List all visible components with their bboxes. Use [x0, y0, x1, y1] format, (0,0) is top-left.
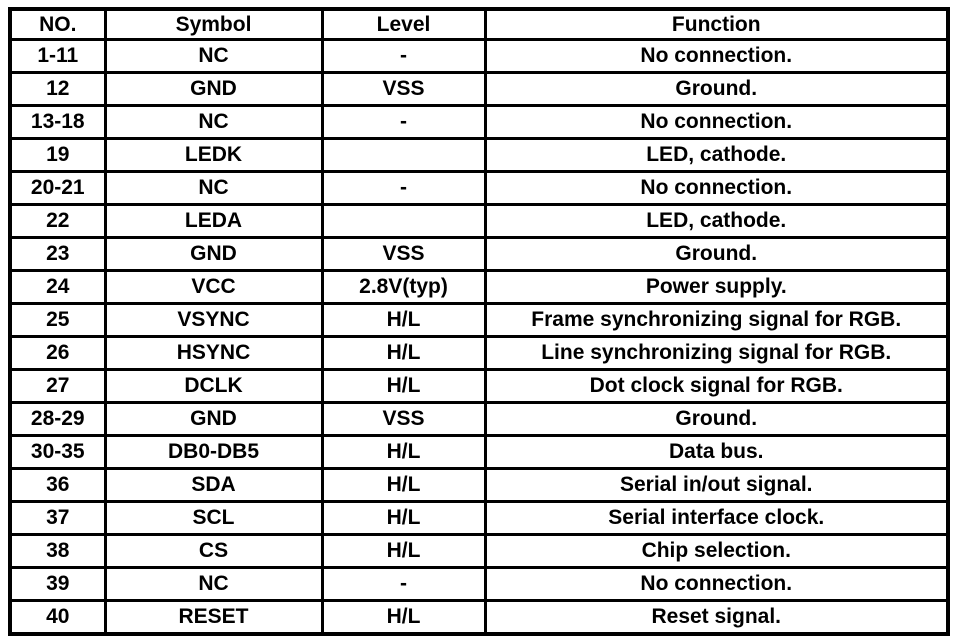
- table-row: [10, 535, 948, 568]
- cell-level: H/L: [322, 436, 485, 469]
- cell-function: LED, cathode.: [485, 139, 948, 172]
- column-header-level: Level: [322, 9, 485, 40]
- cell-no: 24: [10, 271, 105, 304]
- cell-level: H/L: [322, 337, 485, 370]
- table-row: [10, 436, 948, 469]
- cell-symbol: GND: [105, 238, 322, 271]
- cell-symbol: RESET: [105, 601, 322, 635]
- cell-no: 26: [10, 337, 105, 370]
- cell-function: Ground.: [485, 403, 948, 436]
- cell-symbol: NC: [105, 172, 322, 205]
- table-row: [10, 139, 948, 172]
- table-row: [10, 238, 948, 271]
- table-row: [10, 403, 948, 436]
- cell-function: Power supply.: [485, 271, 948, 304]
- cell-symbol: VSYNC: [105, 304, 322, 337]
- cell-level: [322, 205, 485, 238]
- cell-level: H/L: [322, 469, 485, 502]
- cell-level: 2.8V(typ): [322, 271, 485, 304]
- cell-function: Ground.: [485, 73, 948, 106]
- cell-symbol: DB0-DB5: [105, 436, 322, 469]
- cell-no: 28-29: [10, 403, 105, 436]
- cell-no: 38: [10, 535, 105, 568]
- cell-function: No connection.: [485, 172, 948, 205]
- cell-symbol: GND: [105, 73, 322, 106]
- table-row: [10, 601, 948, 635]
- table-row: [10, 502, 948, 535]
- table-row: [10, 469, 948, 502]
- cell-function: Data bus.: [485, 436, 948, 469]
- table-row: [10, 304, 948, 337]
- cell-symbol: NC: [105, 106, 322, 139]
- cell-no: 25: [10, 304, 105, 337]
- cell-level: -: [322, 568, 485, 601]
- column-header-symbol: Symbol: [105, 9, 322, 40]
- cell-level: -: [322, 172, 485, 205]
- cell-level: [322, 139, 485, 172]
- cell-function: LED, cathode.: [485, 205, 948, 238]
- cell-no: 30-35: [10, 436, 105, 469]
- table-header-row: [10, 9, 948, 40]
- table-row: [10, 106, 948, 139]
- cell-level: -: [322, 106, 485, 139]
- cell-no: 13-18: [10, 106, 105, 139]
- cell-level: VSS: [322, 238, 485, 271]
- cell-symbol: HSYNC: [105, 337, 322, 370]
- cell-function: Dot clock signal for RGB.: [485, 370, 948, 403]
- cell-no: 36: [10, 469, 105, 502]
- cell-function: No connection.: [485, 568, 948, 601]
- table-body: [10, 40, 948, 635]
- table-row: [10, 568, 948, 601]
- pin-description-table: [8, 7, 950, 636]
- cell-function: Chip selection.: [485, 535, 948, 568]
- column-header-function: Function: [485, 9, 948, 40]
- cell-level: -: [322, 40, 485, 73]
- cell-no: 19: [10, 139, 105, 172]
- cell-function: Ground.: [485, 238, 948, 271]
- cell-level: H/L: [322, 304, 485, 337]
- table-row: [10, 172, 948, 205]
- cell-level: H/L: [322, 502, 485, 535]
- table-row: [10, 73, 948, 106]
- cell-symbol: VCC: [105, 271, 322, 304]
- table-row: [10, 271, 948, 304]
- cell-function: Serial in/out signal.: [485, 469, 948, 502]
- cell-no: 37: [10, 502, 105, 535]
- table-row: [10, 40, 948, 73]
- cell-function: Frame synchronizing signal for RGB.: [485, 304, 948, 337]
- cell-level: H/L: [322, 601, 485, 635]
- cell-symbol: SDA: [105, 469, 322, 502]
- cell-no: 22: [10, 205, 105, 238]
- cell-no: 27: [10, 370, 105, 403]
- cell-level: H/L: [322, 535, 485, 568]
- cell-symbol: NC: [105, 40, 322, 73]
- cell-symbol: CS: [105, 535, 322, 568]
- cell-symbol: DCLK: [105, 370, 322, 403]
- cell-no: 40: [10, 601, 105, 635]
- cell-symbol: NC: [105, 568, 322, 601]
- cell-symbol: LEDK: [105, 139, 322, 172]
- cell-symbol: LEDA: [105, 205, 322, 238]
- cell-function: Reset signal.: [485, 601, 948, 635]
- cell-function: Line synchronizing signal for RGB.: [485, 337, 948, 370]
- cell-no: 23: [10, 238, 105, 271]
- cell-no: 20-21: [10, 172, 105, 205]
- cell-function: No connection.: [485, 106, 948, 139]
- table-row: [10, 205, 948, 238]
- cell-level: VSS: [322, 403, 485, 436]
- cell-level: VSS: [322, 73, 485, 106]
- cell-level: H/L: [322, 370, 485, 403]
- cell-symbol: GND: [105, 403, 322, 436]
- cell-function: Serial interface clock.: [485, 502, 948, 535]
- cell-symbol: SCL: [105, 502, 322, 535]
- cell-no: 39: [10, 568, 105, 601]
- table-row: [10, 337, 948, 370]
- cell-no: 1-11: [10, 40, 105, 73]
- cell-no: 12: [10, 73, 105, 106]
- column-header-no: NO.: [10, 9, 105, 40]
- cell-function: No connection.: [485, 40, 948, 73]
- table-row: [10, 370, 948, 403]
